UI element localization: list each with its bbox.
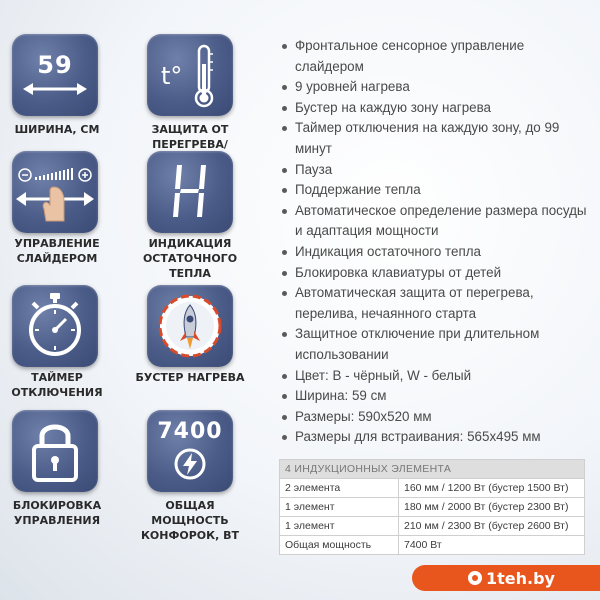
feature-item: Индикация остаточного тепла bbox=[278, 242, 588, 263]
lightning-icon bbox=[173, 447, 207, 481]
slider-tile bbox=[12, 151, 98, 233]
table-cell: 7400 Вт bbox=[399, 536, 585, 555]
padlock-icon bbox=[12, 410, 98, 492]
timer-tile bbox=[12, 285, 98, 367]
table-cell: 160 мм / 1200 Вт (бустер 1500 Вт) bbox=[399, 479, 585, 498]
table-cell: Общая мощность bbox=[280, 536, 399, 555]
spec-table-header-row bbox=[280, 460, 585, 479]
slider-hand-icon bbox=[12, 151, 98, 233]
feature-item: Размеры для встраивания: 565x495 мм bbox=[278, 427, 588, 448]
booster-caption: БУСТЕР НАГРЕВА bbox=[135, 371, 245, 384]
brand-badge[interactable] bbox=[412, 565, 600, 591]
table-cell: 2 элемента bbox=[280, 479, 399, 498]
timer-caption: ТАЙМЕР ОТКЛЮЧЕНИЯ bbox=[11, 371, 103, 399]
feature-item: Фронтальное сенсорное управление слайдером bbox=[278, 36, 588, 77]
width-tile bbox=[12, 34, 98, 116]
protection-value: t° bbox=[161, 62, 183, 90]
residual-heat-caption: ИНДИКАЦИЯ ОСТАТОЧНОГО ТЕПЛА bbox=[142, 237, 238, 280]
power-tile bbox=[147, 410, 233, 492]
table-row bbox=[280, 479, 585, 498]
feature-item: 9 уровней нагрева bbox=[278, 77, 588, 98]
feature-item: Поддержание тепла bbox=[278, 180, 588, 201]
feature-item: Цвет: B - чёрный, W - белый bbox=[278, 366, 588, 387]
lock-caption: БЛОКИРОВКА УПРАВЛЕНИЯ bbox=[12, 499, 102, 527]
brand-logo-icon bbox=[468, 571, 482, 585]
brand-badge-text: 1teh.by bbox=[486, 568, 555, 588]
features-list bbox=[278, 36, 588, 448]
slider-caption: УПРАВЛЕНИЕ СЛАЙДЕРОМ bbox=[14, 237, 100, 265]
table-row bbox=[280, 498, 585, 517]
width-caption: ШИРИНА, СМ bbox=[14, 123, 100, 136]
lock-tile bbox=[12, 410, 98, 492]
feature-item: Автоматическое определение размера посуды и адаптация мощности bbox=[278, 201, 588, 242]
feature-item: Автоматическая защита от перегрева, перелива, нечаянного старта bbox=[278, 283, 588, 324]
width-value: 59 bbox=[37, 51, 73, 79]
double-arrow-icon bbox=[23, 81, 87, 97]
feature-item: Блокировка клавиатуры от детей bbox=[278, 263, 588, 284]
h-display-icon bbox=[147, 151, 233, 233]
feature-item: Бустер на каждую зону нагрева bbox=[278, 98, 588, 119]
power-caption: ОБЩАЯ МОЩНОСТЬ КОНФОРОК, ВТ bbox=[140, 499, 240, 542]
feature-item: Размеры: 590x520 мм bbox=[278, 407, 588, 428]
feature-item: Ширина: 59 см bbox=[278, 386, 588, 407]
table-row bbox=[280, 517, 585, 536]
table-cell: 1 элемент bbox=[280, 498, 399, 517]
booster-tile bbox=[147, 285, 233, 367]
table-row bbox=[280, 536, 585, 555]
spec-table bbox=[279, 459, 585, 555]
table-cell: 1 элемент bbox=[280, 517, 399, 536]
spec-table-header: 4 ИНДУКЦИОННЫХ ЭЛЕМЕНТА bbox=[280, 460, 585, 479]
power-value: 7400 bbox=[157, 419, 223, 444]
stopwatch-icon bbox=[12, 285, 98, 367]
table-cell: 180 мм / 2000 Вт (бустер 2300 Вт) bbox=[399, 498, 585, 517]
residual-heat-tile bbox=[147, 151, 233, 233]
protection-tile bbox=[147, 34, 233, 116]
feature-item: Пауза bbox=[278, 160, 588, 181]
table-cell: 210 мм / 2300 Вт (бустер 2600 Вт) bbox=[399, 517, 585, 536]
feature-item: Таймер отключения на каждую зону, до 99 минут bbox=[278, 118, 588, 159]
feature-item: Защитное отключение при длительном использовании bbox=[278, 324, 588, 365]
thermometer-icon bbox=[147, 34, 233, 116]
rocket-icon bbox=[147, 285, 233, 367]
protection-caption: ЗАЩИТА ОТ ПЕРЕГРЕВА/ bbox=[151, 123, 229, 151]
